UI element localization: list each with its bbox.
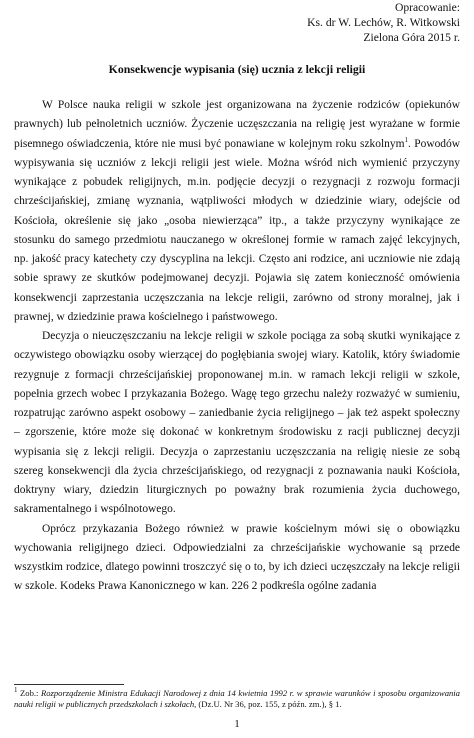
- page-number: 1: [234, 718, 240, 730]
- footnote-number: 1: [14, 686, 18, 695]
- author-label: Opracowanie:: [394, 1, 460, 14]
- paragraph-1-start: W Polsce nauka religii w szkole jest organizowana na życzenie rodziców (opiekunów prawnych) lub pełnoletnich uczniów. Życzenie uczęszczania na religię jest wyrażane w formie pisemnego oświadczenia, które nie musi być ponawiane w kolejnym roku szkolnym: [14, 99, 460, 150]
- paragraph-2: Decyzja o nieuczęszczaniu na lekcje religii w szkole pociąga za sobą skutki wynikające z oczywistego obowiązku osoby wierzącej do pogłębiania swojej wiary. Katolik, który świadomie rezygnuje z formacji chrześcijańskiej proponowanej m.in. w ramach lekcji religii w szkole, popełnia grzech wobec I przykazania Bożego. Wagę tego grzechu należy rozważyć w sumieniu, rozpatrując zarówno aspekt osobowy – zaniedbanie życia religijnego – jak też aspekt społeczny – zgorszenie, które może się dokonać w konkretnym środowisku z racji publicznej decyzji wypisania się z lekcji religii. Decyzja o zaprzestaniu uczęszczania na religię niesie ze sobą szereg konsekwencji dla życia chrześcijańskiego, od rezygnacji z poznawania nauki Kościoła, doktryny wiary, dziedzin liturgicznych po poważny brak rozumienia życia duchowego, sakramentalnego i wspólnotowego.: [14, 330, 460, 516]
- footnote-italic-cont: organizowania nauki religii w publicznych przedszkolach i szkołach: [14, 688, 460, 709]
- footnote-rest: , (Dz.U. Nr 36, poz. 155, z późn. zm.), § 1.: [194, 699, 342, 709]
- author-names: Ks. dr W. Lechów, R. Witkowski: [307, 16, 460, 29]
- footnote-label: Zob.:: [20, 688, 39, 698]
- paragraph-1-rest: . Powodów wypisywania się uczniów z lekcji religii jest wiele. Można wśród nich wymienić przyczyny wynikające z pobudek religijnych, m.in. podjęcie decyzji o rezygnacji z rozwoju formacji chrześcijańskiej, zmianę wyznania, wątpliwości młodych w dziedzinie wiary, odejście od Kościoła, określenie się jako „osoba niewierząca” itp., a także przyczyny wynikające ze stosunku do samego przedmiotu nauczanego w określonej formie w ramach zajęć lekcyjnych, np. jakość pracy katechety czy dyscyplina na lekcji. Często ani rodzice, ani uczniowie nie zdają sobie sprawy ze skutków podejmowanej decyzji. Pojawia się zatem konieczność omówienia konsekwencji zaprzestania uczęszczania na lekcje religii, zarówno od strony moralnej, jak i prawnej, w dziedzinie prawa kościelnego i państwowego.: [14, 137, 460, 323]
- footnote-ref: 1: [404, 135, 408, 144]
- footnote-italic: Rozporządzenie Ministra Edukacji Narodowej z dnia 14 kwietnia 1992 r. w sprawie warunków i sposobu: [40, 688, 407, 698]
- place-date: Zielona Góra 2015 r.: [363, 31, 460, 44]
- document-title: Konsekwencje wypisania (się) ucznia z lekcji religii: [108, 62, 366, 76]
- footnote: [14, 688, 460, 710]
- author-block: [307, 0, 460, 45]
- footnote-divider: [14, 684, 124, 685]
- paragraph-1: [14, 96, 460, 327]
- document-body: [14, 96, 460, 597]
- paragraph-3: Oprócz przykazania Bożego również w prawie kościelnym mówi się o obowiązku wychowania religijnego dzieci. Odpowiedzialni za chrześcijańskie wychowanie są przede wszystkim rodzice, dlatego powinni troszczyć się o to, by ich dzieci uczęszczały na lekcje religii w szkole. Kodeks Prawa Kanonicznego w kan. 226 2 podkreśla ogólne zadania: [14, 522, 460, 593]
